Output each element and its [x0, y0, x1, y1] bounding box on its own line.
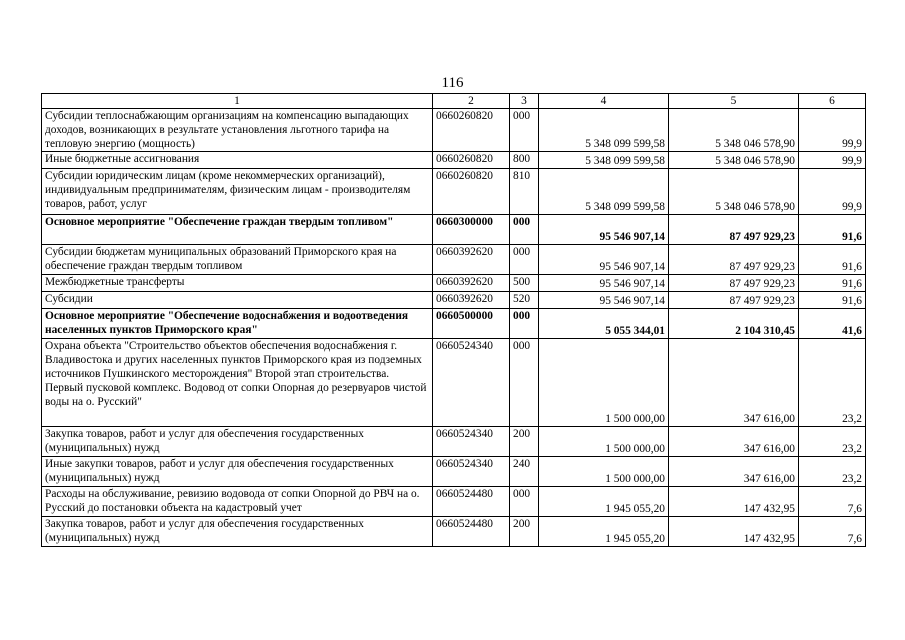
row-percent: 99,9 — [799, 169, 866, 215]
row-planned-amount: 95 546 907,14 — [539, 292, 669, 309]
row-actual-amount: 5 348 046 578,90 — [669, 169, 799, 215]
table-row — [42, 152, 866, 169]
row-percent: 23,2 — [799, 427, 866, 457]
row-actual-amount: 347 616,00 — [669, 427, 799, 457]
row-expense-type: 000 — [510, 309, 539, 339]
row-actual-amount: 147 432,95 — [669, 487, 799, 517]
table-header-row — [42, 94, 866, 109]
row-planned-amount: 95 546 907,14 — [539, 275, 669, 292]
row-target-code: 0660524340 — [433, 339, 510, 427]
row-percent: 41,6 — [799, 309, 866, 339]
row-planned-amount: 5 348 099 599,58 — [539, 169, 669, 215]
row-percent: 7,6 — [799, 487, 866, 517]
row-percent: 91,6 — [799, 292, 866, 309]
table-row — [42, 457, 866, 487]
row-planned-amount: 5 055 344,01 — [539, 309, 669, 339]
row-target-code: 0660524340 — [433, 427, 510, 457]
row-description: Основное мероприятие "Обеспечение граждан твердым топливом" — [42, 215, 433, 245]
row-expense-type: 000 — [510, 339, 539, 427]
budget-table — [41, 93, 866, 547]
row-description: Субсидии теплоснабжающим организациям на компенсацию выпадающих доходов, возникающих в результате установления льготного тарифа на тепловую энергию (мощность) — [42, 109, 433, 152]
row-description: Субсидии — [42, 292, 433, 309]
table-row — [42, 339, 866, 427]
row-actual-amount: 347 616,00 — [669, 339, 799, 427]
table-row — [42, 169, 866, 215]
row-description: Субсидии юридическим лицам (кроме некоммерческих организаций), индивидуальным предпринимателям, физическим лицам - производителям товаров, работ, услуг — [42, 169, 433, 215]
row-percent: 99,9 — [799, 109, 866, 152]
row-planned-amount: 5 348 099 599,58 — [539, 109, 669, 152]
row-expense-type: 200 — [510, 427, 539, 457]
table-row — [42, 215, 866, 245]
row-planned-amount: 5 348 099 599,58 — [539, 152, 669, 169]
row-planned-amount: 1 945 055,20 — [539, 487, 669, 517]
row-target-code: 0660392620 — [433, 275, 510, 292]
row-planned-amount: 1 500 000,00 — [539, 427, 669, 457]
row-actual-amount: 87 497 929,23 — [669, 245, 799, 275]
row-actual-amount: 147 432,95 — [669, 517, 799, 547]
row-target-code: 0660524340 — [433, 457, 510, 487]
table-row — [42, 275, 866, 292]
header-cell-4: 4 — [539, 94, 669, 109]
page-number: 116 — [441, 75, 464, 91]
row-description: Иные закупки товаров, работ и услуг для обеспечения государственных (муниципальных) нужд — [42, 457, 433, 487]
row-expense-type: 000 — [510, 245, 539, 275]
row-target-code: 0660260820 — [433, 109, 510, 152]
row-expense-type: 000 — [510, 487, 539, 517]
table-row — [42, 427, 866, 457]
row-description: Закупка товаров, работ и услуг для обеспечения государственных (муниципальных) нужд — [42, 427, 433, 457]
row-target-code: 0660524480 — [433, 517, 510, 547]
row-actual-amount: 5 348 046 578,90 — [669, 109, 799, 152]
row-target-code: 0660392620 — [433, 245, 510, 275]
row-percent: 23,2 — [799, 339, 866, 427]
row-description: Основное мероприятие "Обеспечение водоснабжения и водоотведения населенных пунктов Приморского края" — [42, 309, 433, 339]
row-planned-amount: 1 945 055,20 — [539, 517, 669, 547]
row-planned-amount: 1 500 000,00 — [539, 457, 669, 487]
row-description: Расходы на обслуживание, ревизию водовода от сопки Опорной до РВЧ на о. Русский до постановки объекта на кадастровый учет — [42, 487, 433, 517]
row-planned-amount: 95 546 907,14 — [539, 245, 669, 275]
row-percent: 23,2 — [799, 457, 866, 487]
row-actual-amount: 87 497 929,23 — [669, 275, 799, 292]
header-cell-2: 2 — [433, 94, 510, 109]
row-target-code: 0660500000 — [433, 309, 510, 339]
row-percent: 7,6 — [799, 517, 866, 547]
row-expense-type: 810 — [510, 169, 539, 215]
table-row — [42, 109, 866, 152]
row-planned-amount: 1 500 000,00 — [539, 339, 669, 427]
row-target-code: 0660260820 — [433, 152, 510, 169]
row-description: Закупка товаров, работ и услуг для обеспечения государственных (муниципальных) нужд — [42, 517, 433, 547]
row-target-code: 0660300000 — [433, 215, 510, 245]
row-actual-amount: 87 497 929,23 — [669, 292, 799, 309]
row-expense-type: 500 — [510, 275, 539, 292]
row-actual-amount: 5 348 046 578,90 — [669, 152, 799, 169]
row-percent: 99,9 — [799, 152, 866, 169]
row-actual-amount: 2 104 310,45 — [669, 309, 799, 339]
row-target-code: 0660392620 — [433, 292, 510, 309]
header-cell-6: 6 — [799, 94, 866, 109]
row-actual-amount: 347 616,00 — [669, 457, 799, 487]
row-expense-type: 000 — [510, 215, 539, 245]
row-description: Межбюджетные трансферты — [42, 275, 433, 292]
header-cell-1: 1 — [42, 94, 433, 109]
row-percent: 91,6 — [799, 275, 866, 292]
row-target-code: 0660524480 — [433, 487, 510, 517]
row-description: Субсидии бюджетам муниципальных образований Приморского края на обеспечение граждан твердым топливом — [42, 245, 433, 275]
row-percent: 91,6 — [799, 215, 866, 245]
row-actual-amount: 87 497 929,23 — [669, 215, 799, 245]
header-cell-3: 3 — [510, 94, 539, 109]
row-expense-type: 520 — [510, 292, 539, 309]
row-expense-type: 200 — [510, 517, 539, 547]
row-expense-type: 800 — [510, 152, 539, 169]
table-row — [42, 517, 866, 547]
table-row — [42, 292, 866, 309]
table-row — [42, 245, 866, 275]
header-cell-5: 5 — [669, 94, 799, 109]
row-expense-type: 240 — [510, 457, 539, 487]
row-planned-amount: 95 546 907,14 — [539, 215, 669, 245]
table-row — [42, 309, 866, 339]
table-row — [42, 487, 866, 517]
row-percent: 91,6 — [799, 245, 866, 275]
row-description: Охрана объекта "Строительство объектов обеспечения водоснабжения г. Владивостока и других населенных пунктов Приморского края из подземных источников Пушкинского месторождения" Второй этап строительства. Первый пусковой комплекс. Водовод от сопки Опорная до резервуаров чистой воды на о. Русский" — [42, 339, 433, 427]
row-description: Иные бюджетные ассигнования — [42, 152, 433, 169]
row-expense-type: 000 — [510, 109, 539, 152]
row-target-code: 0660260820 — [433, 169, 510, 215]
